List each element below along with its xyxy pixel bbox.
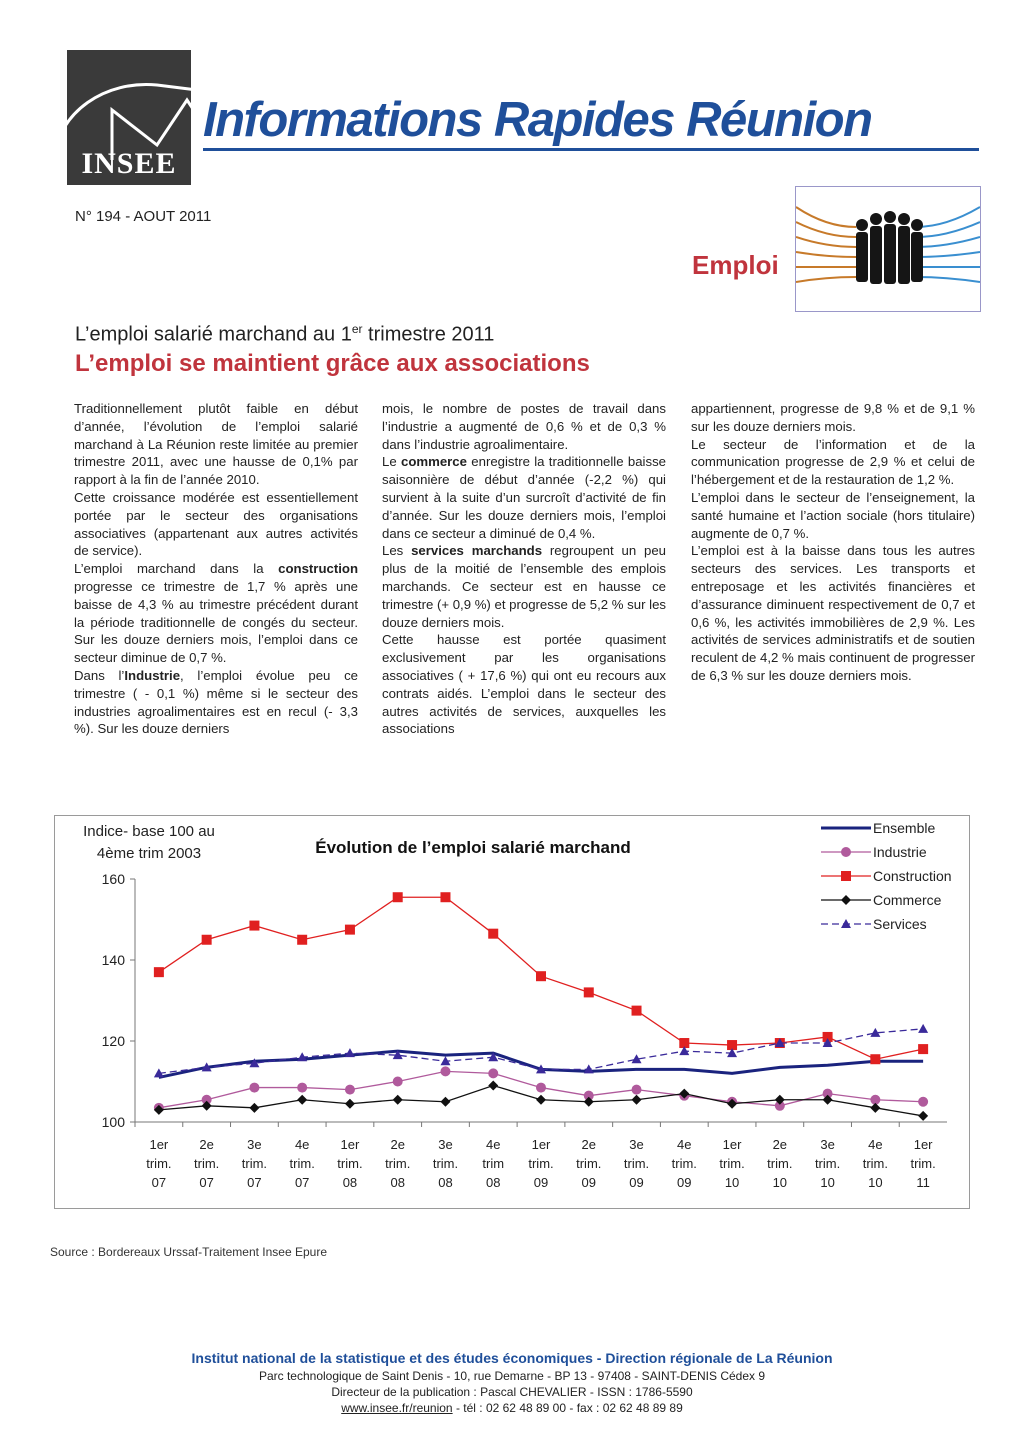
website-link[interactable]: www.insee.fr/reunion [341, 1401, 453, 1415]
x-tick-label: 10 [868, 1175, 883, 1190]
data-point-commerce [632, 1095, 642, 1105]
x-tick-label: trim. [146, 1156, 172, 1171]
data-point-industrie [632, 1085, 642, 1095]
x-tick-label: 2e [390, 1137, 405, 1152]
footer-contact: www.insee.fr/reunion - tél : 02 62 48 89 00 - fax : 02 62 48 89 89 [341, 1401, 683, 1415]
x-tick-label: 09 [677, 1175, 692, 1190]
article-headline: L’emploi se maintient grâce aux associations [75, 350, 590, 377]
data-point-construction [870, 1054, 880, 1064]
y-tick-label: 120 [101, 1033, 125, 1049]
x-tick-label: 07 [247, 1175, 262, 1190]
legend-marker-industrie [841, 847, 851, 857]
x-tick-label: 2e [199, 1137, 214, 1152]
data-point-construction [202, 935, 212, 945]
data-point-construction [345, 925, 355, 935]
data-point-industrie [297, 1083, 307, 1093]
x-tick-label: trim. [767, 1156, 793, 1171]
data-point-construction [584, 987, 594, 997]
x-tick-label: trim. [719, 1156, 745, 1171]
data-point-construction [440, 892, 450, 902]
legend-marker-construction [841, 871, 851, 881]
text-column-2 [382, 400, 666, 738]
data-point-construction [249, 921, 259, 931]
chart-source: Source : Bordereaux Urssaf-Traitement Insee Epure [50, 1245, 328, 1259]
paragraph: L’emploi marchand dans la construction progresse ce trimestre de 1,7 % après une baisse de 4,3 % au trimestre précédent durant la période traditionnelle de congés du secteur. Sur les douze derniers mois, l’emploi dans ce secteur diminue de 0,7 %. [74, 561, 358, 666]
y-tick-label: 140 [101, 952, 125, 968]
data-point-industrie [440, 1066, 450, 1076]
x-tick-label: trim. [289, 1156, 315, 1171]
paragraph: Le secteur de l’information et de la communication progresse de 2,9 % et celui de l’hébergement et de la restauration de 1,2 %. [691, 436, 975, 488]
x-tick-label: trim. [194, 1156, 220, 1171]
data-point-industrie [918, 1097, 928, 1107]
data-point-services [918, 1024, 928, 1033]
x-tick-label: 10 [820, 1175, 835, 1190]
x-tick-label: 07 [151, 1175, 167, 1190]
x-tick-label: 08 [390, 1175, 405, 1190]
chart-canvas [55, 816, 969, 1208]
data-point-construction [536, 971, 546, 981]
paragraph: mois, le nombre de postes de travail dans l’industrie a augmenté de 0,6 % et de 0,3 % dans l’industrie agroalimentaire. [382, 401, 666, 452]
issue-number: N° 194 - AOUT 2011 [75, 208, 212, 225]
chart-title: Évolution de l’emploi salarié marchand [315, 838, 631, 857]
data-point-construction [393, 892, 403, 902]
data-point-construction [297, 935, 307, 945]
x-tick-label: 07 [294, 1175, 310, 1190]
legend-label: Ensemble [873, 820, 936, 836]
x-tick-label: 1er [340, 1137, 360, 1152]
x-tick-label: 1er [722, 1137, 742, 1152]
data-point-commerce [488, 1081, 498, 1091]
text-column-3 [691, 400, 975, 685]
title-underline [203, 148, 979, 151]
data-point-construction [154, 967, 164, 977]
data-point-commerce [536, 1095, 546, 1105]
x-tick-label: 07 [199, 1175, 214, 1190]
data-point-commerce [440, 1097, 450, 1107]
y-tick-label: 100 [101, 1114, 125, 1130]
x-tick-label: 11 [916, 1175, 930, 1190]
x-tick-label: 09 [629, 1175, 644, 1190]
paragraph: L’emploi dans le secteur de l’enseignement, la santé humaine et l’action sociale (hors titulaire) augmente de 0,7 %. [691, 489, 975, 541]
x-tick-label: trim [482, 1156, 505, 1171]
x-tick-label: trim. [623, 1156, 650, 1171]
data-point-commerce [249, 1103, 259, 1113]
data-point-services [345, 1048, 355, 1057]
footer-address: Parc technologique de Saint Denis - 10, rue Demarne - BP 13 - 97408 - SAINT-DENIS Cédex 9 [258, 1369, 766, 1383]
logo-text: INSEE [81, 147, 177, 180]
paragraph: Cette croissance modérée est essentiellement portée par le secteur des organisations associatives (appartenant aux autres activités de service). [74, 489, 358, 559]
paragraph: Les services marchands regroupent un peu plus de la moitié de l’ensemble des emplois marchands. Ce secteur est en hausse ce trimestre (+ 0,9 %) et progresse de 5,2 % sur les douze derniers mois. [382, 543, 667, 630]
x-tick-label: 3e [629, 1137, 644, 1152]
x-tick-label: 08 [438, 1175, 453, 1190]
legend-marker-commerce [841, 895, 851, 905]
x-tick-label: 09 [581, 1175, 596, 1190]
x-tick-label: 4e [868, 1137, 883, 1152]
legend-label: Services [873, 916, 927, 932]
data-point-commerce [918, 1111, 928, 1121]
data-point-commerce [393, 1095, 403, 1105]
x-tick-label: 4e [294, 1137, 310, 1152]
data-point-industrie [249, 1083, 259, 1093]
data-point-industrie [488, 1068, 498, 1078]
x-tick-label: 3e [820, 1137, 835, 1152]
y-axis-label: Indice- base 100 au [83, 823, 215, 840]
paragraph: Le commerce enregistre la traditionnelle baisse saisonnière de début d’année (-2,2 %) qui survient à la suite d’un surcroît d’activité de fin d’année. Sur les douze derniers mois, l’emploi dans ce secteur a diminué de 0,4 %. [382, 454, 666, 541]
data-point-commerce [870, 1103, 880, 1113]
x-tick-label: trim. [814, 1156, 841, 1171]
x-tick-label: 1er [913, 1137, 933, 1152]
x-tick-label: 3e [247, 1137, 262, 1152]
x-tick-label: 1er [149, 1137, 169, 1152]
paragraph: Dans l’Industrie, l’emploi évolue peu ce trimestre ( - 0,1 %) même si le secteur des industries agroalimentaires est en recul (- 3,3 %). Sur les douze derniers [74, 667, 359, 737]
x-tick-label: trim. [385, 1156, 411, 1171]
data-point-construction [488, 929, 498, 939]
x-tick-label: 4e [486, 1137, 501, 1152]
x-tick-label: 2e [772, 1137, 788, 1152]
x-tick-label: 08 [342, 1175, 358, 1190]
footer-institution: Institut national de la statistique et des études économiques - Direction régionale de La Réunion [191, 1350, 833, 1366]
data-point-industrie [345, 1085, 355, 1095]
data-point-construction [632, 1006, 642, 1016]
legend-label: Commerce [873, 892, 942, 908]
x-tick-label: trim. [576, 1156, 602, 1171]
paragraph: L’emploi est à la baisse dans tous les autres secteurs des services. Les transports et entreposage et les activités financières et d’assurance diminuent respectivement de 0,7 et 0,6 %, les activités immobilières de 2,9 %. Les activités de services administratifs et de soutien reculent de 4,2 % mais continuent de progresser de 6,3 % sur les douze derniers mois. [691, 543, 975, 683]
x-tick-label: 08 [486, 1175, 501, 1190]
x-tick-label: 10 [772, 1175, 788, 1190]
footer-director: Directeur de la publication : Pascal CHEVALIER - ISSN : 1786-5590 [331, 1385, 693, 1399]
x-tick-label: trim. [910, 1156, 936, 1171]
x-tick-label: 10 [724, 1175, 740, 1190]
x-tick-label: trim. [528, 1156, 554, 1171]
x-tick-label: 09 [533, 1175, 549, 1190]
series-line-ensemble [159, 1051, 923, 1077]
legend-label: Industrie [873, 844, 927, 860]
paragraph: Cette hausse est portée quasiment exclusivement par les organisations associatives ( + 17,6 %) qui ont eu recours aux contrats aidés. L’emploi dans le secteur des autres activités de services, auxquelles les associations [382, 632, 666, 737]
business-people-illustration [795, 186, 981, 312]
x-tick-label: trim. [432, 1156, 459, 1171]
theme-label: Emploi [692, 250, 779, 280]
x-tick-label: trim. [671, 1156, 697, 1171]
data-point-commerce [345, 1099, 355, 1109]
legend-label: Construction [873, 868, 952, 884]
y-axis-label: 4ème trim 2003 [96, 845, 202, 862]
data-point-construction [918, 1044, 928, 1054]
text-column-1 [74, 400, 358, 738]
x-tick-label: trim. [337, 1156, 363, 1171]
x-tick-label: 4e [677, 1137, 692, 1152]
paragraph: appartiennent, progresse de 9,8 % et de 9,1 % sur les douze derniers mois. [691, 401, 975, 434]
x-tick-label: 1er [531, 1137, 551, 1152]
x-tick-label: trim. [241, 1156, 268, 1171]
paragraph: Traditionnellement plutôt faible en début d’année, l’évolution de l’emploi salarié marchand à La Réunion reste limitée au premier trimestre 2011, avec une hausse de 0,1% par rapport à la fin de l’année 2010. [74, 401, 358, 488]
x-tick-label: trim. [862, 1156, 888, 1171]
people-graphic-icon [796, 187, 980, 311]
employment-chart [54, 815, 970, 1209]
data-point-industrie [393, 1077, 403, 1087]
insee-logo [67, 50, 191, 185]
data-point-commerce [297, 1095, 307, 1105]
x-tick-label: 2e [581, 1137, 596, 1152]
x-tick-label: 3e [438, 1137, 453, 1152]
y-tick-label: 160 [101, 871, 125, 887]
article-subtitle: L’emploi salarié marchand au 1er trimestre 2011 [75, 322, 495, 346]
publication-title: Informations Rapides Réunion [203, 93, 872, 147]
data-point-industrie [536, 1083, 546, 1093]
